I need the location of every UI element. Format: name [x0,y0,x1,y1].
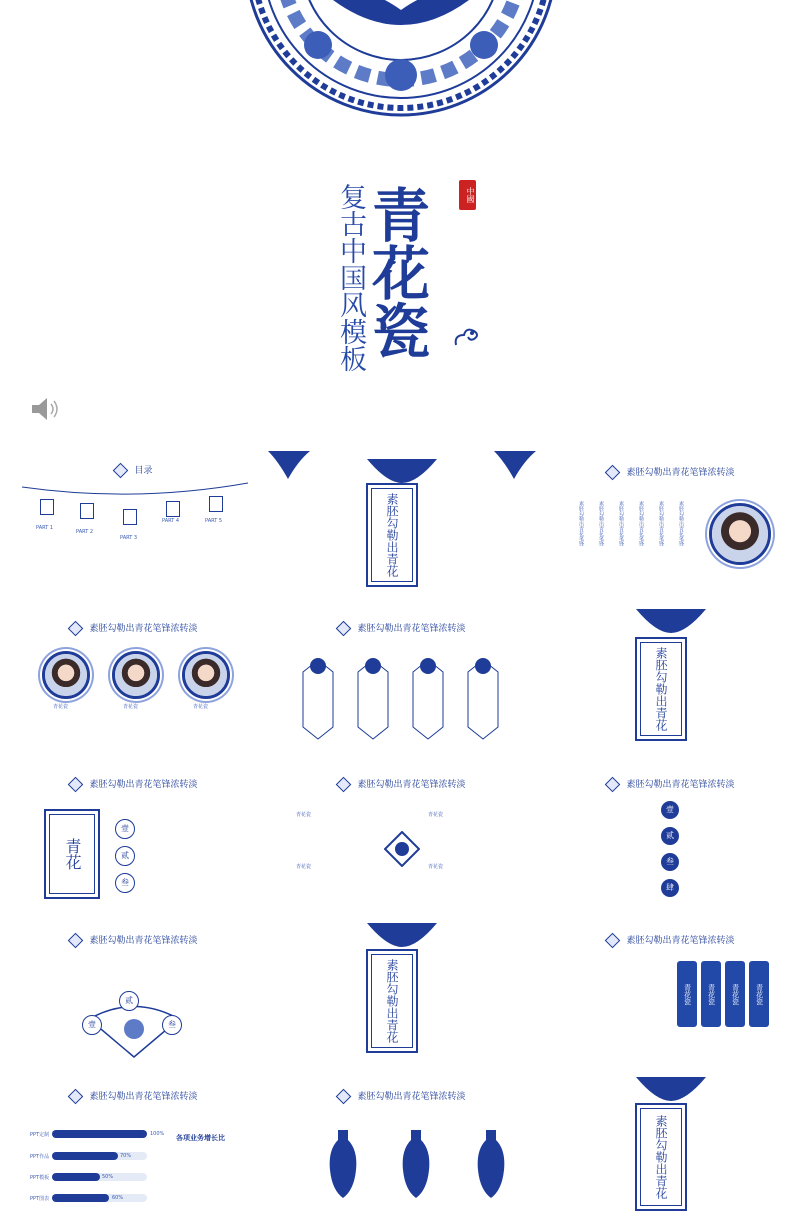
toc-part-3[interactable]: PART 3 [120,535,138,541]
blue-column: 青花瓷 [749,961,769,1027]
center-diamond [384,831,420,867]
slide-heading: 素胚勾勒出青花笔锋浓转淡 [626,780,735,790]
slide-four-steps[interactable] [537,763,805,919]
portrait-caption: 青花瓷 [193,704,209,710]
item-title: 青花瓷 [428,812,444,818]
slide-progress[interactable] [0,1075,268,1231]
num-badge: 肆 [661,879,679,897]
diamond-icon [68,933,84,949]
diamond-icon [605,777,621,793]
progress-label: PPT定制 [30,1132,50,1138]
diamond-icon [336,1089,352,1105]
num-badge: 叁 [661,853,679,871]
toc-title: 目录 [134,466,153,476]
portrait-caption: 青花瓷 [123,704,139,710]
slide-heading: 素胚勾勒出青花笔锋浓转淡 [357,780,466,790]
vase-icon [401,1130,431,1200]
progress-value: 100% [150,1131,165,1137]
corner-ornament [268,451,310,483]
diamond-icon [68,1089,84,1105]
blue-column: 青花瓷 [677,961,697,1027]
vase-icon [328,1130,358,1200]
corner-ornament [494,451,536,483]
slide-section-2[interactable] [537,607,805,763]
progress-label: PPT图表 [30,1196,50,1202]
section-title: 素胚勾勒出青花 [654,1115,668,1199]
slide-section-1[interactable] [268,451,536,607]
progress-label: PPT作品 [30,1154,50,1160]
progress-label: PPT模板 [30,1175,50,1181]
diamond-icon [336,621,352,637]
lantern-icon [209,496,223,512]
slide-fan[interactable] [0,919,268,1075]
toc-part-2[interactable]: PART 2 [76,529,94,535]
diamond-icon [336,777,352,793]
item-title: 青花瓷 [296,812,312,818]
progress-bar [52,1152,118,1160]
portrait-photo [182,651,230,699]
cloud-ornament [452,325,480,355]
body-text: 素胚勾勒出青花笔锋 [578,501,584,546]
qinghua-label: 青花 [63,838,82,870]
slide-section-4[interactable] [537,1075,805,1231]
slide-heading: 素胚勾勒出青花笔锋浓转淡 [357,1092,466,1102]
vase-icon [476,1130,506,1200]
section-frame [366,949,418,1053]
slide-heading: 素胚勾勒出青花笔锋浓转淡 [626,936,735,946]
slide-heading: 素胚勾勒出青花笔锋浓转淡 [626,468,735,478]
progress-value: 70% [120,1153,132,1159]
slide-heading: 素胚勾勒出青花笔锋浓转淡 [89,936,198,946]
slide-four-items[interactable] [268,607,536,763]
slide-heading: 素胚勾勒出青花笔锋浓转淡 [89,624,198,634]
body-text: 素胚勾勒出青花笔锋 [678,501,684,546]
lantern-icon [80,503,94,519]
section-title: 素胚勾勒出青花 [385,959,399,1043]
cover-medallion [243,0,559,130]
item-title: 青花瓷 [428,864,444,870]
portrait-photo [112,651,160,699]
diamond-icon [68,621,84,637]
progress-value: 60% [112,1195,124,1201]
slide-heading: 素胚勾勒出青花笔锋浓转淡 [89,780,198,790]
diamond-icon [605,465,621,481]
lantern-icon [40,499,54,515]
subtitle: 复古中国风模板 [335,183,366,372]
slide-heading: 素胚勾勒出青花笔锋浓转淡 [89,1092,198,1102]
num-badge: 贰 [661,827,679,845]
main-title: 青花瓷 [362,185,430,359]
toc-part-1[interactable]: PART 1 [36,525,54,531]
blue-column: 青花瓷 [701,961,721,1027]
progress-bar [52,1173,100,1181]
portrait-photo [42,651,90,699]
portrait-photo [709,503,771,565]
section-frame [366,483,418,587]
slide-portraits[interactable] [0,607,268,763]
slide-columns[interactable] [537,919,805,1075]
slide-section-3[interactable] [268,919,536,1075]
toc-part-4[interactable]: PART 4 [162,518,180,524]
num-badge: 叁 [162,1015,182,1035]
num-badge: 壹 [115,819,135,839]
num-badge: 叁 [115,873,135,893]
slide-three-points[interactable] [0,763,268,919]
toc-part-5[interactable]: PART 5 [205,518,223,524]
body-text: 素胚勾勒出青花笔锋 [638,501,644,546]
speaker-icon[interactable] [30,395,64,427]
slide-heading: 素胚勾勒出青花笔锋浓转淡 [357,624,466,634]
section-title: 素胚勾勒出青花 [385,493,399,577]
portrait-caption: 青花瓷 [53,704,69,710]
diamond-icon [605,933,621,949]
progress-value: 50% [102,1174,114,1180]
text-box-title: 各项业务增长比 [176,1134,225,1142]
diamond-icon [113,463,129,479]
slide-toc[interactable] [0,451,268,607]
body-text: 素胚勾勒出青花笔锋 [658,501,664,546]
section-frame [635,1103,687,1211]
progress-bar [52,1130,147,1138]
slide-vases[interactable] [268,1075,536,1231]
diamond-icon [68,777,84,793]
item-title: 青花瓷 [296,864,312,870]
section-title: 素胚勾勒出青花 [654,647,668,731]
section-frame [635,637,687,741]
num-badge: 壹 [82,1015,102,1035]
body-text: 素胚勾勒出青花笔锋 [618,501,624,546]
seal-stamp: 中國 [459,180,476,210]
num-badge: 贰 [115,846,135,866]
qinghua-frame [44,809,100,899]
hexagon-cards [298,652,508,742]
slide-diamond-center[interactable] [268,763,536,919]
body-text: 素胚勾勒出青花笔锋 [598,501,604,546]
num-badge: 壹 [661,801,679,819]
lantern-icon [166,501,180,517]
lantern-icon [123,509,137,525]
progress-bar [52,1194,109,1202]
num-badge: 贰 [119,991,139,1011]
blue-column: 青花瓷 [725,961,745,1027]
slide-intro[interactable] [537,451,805,607]
